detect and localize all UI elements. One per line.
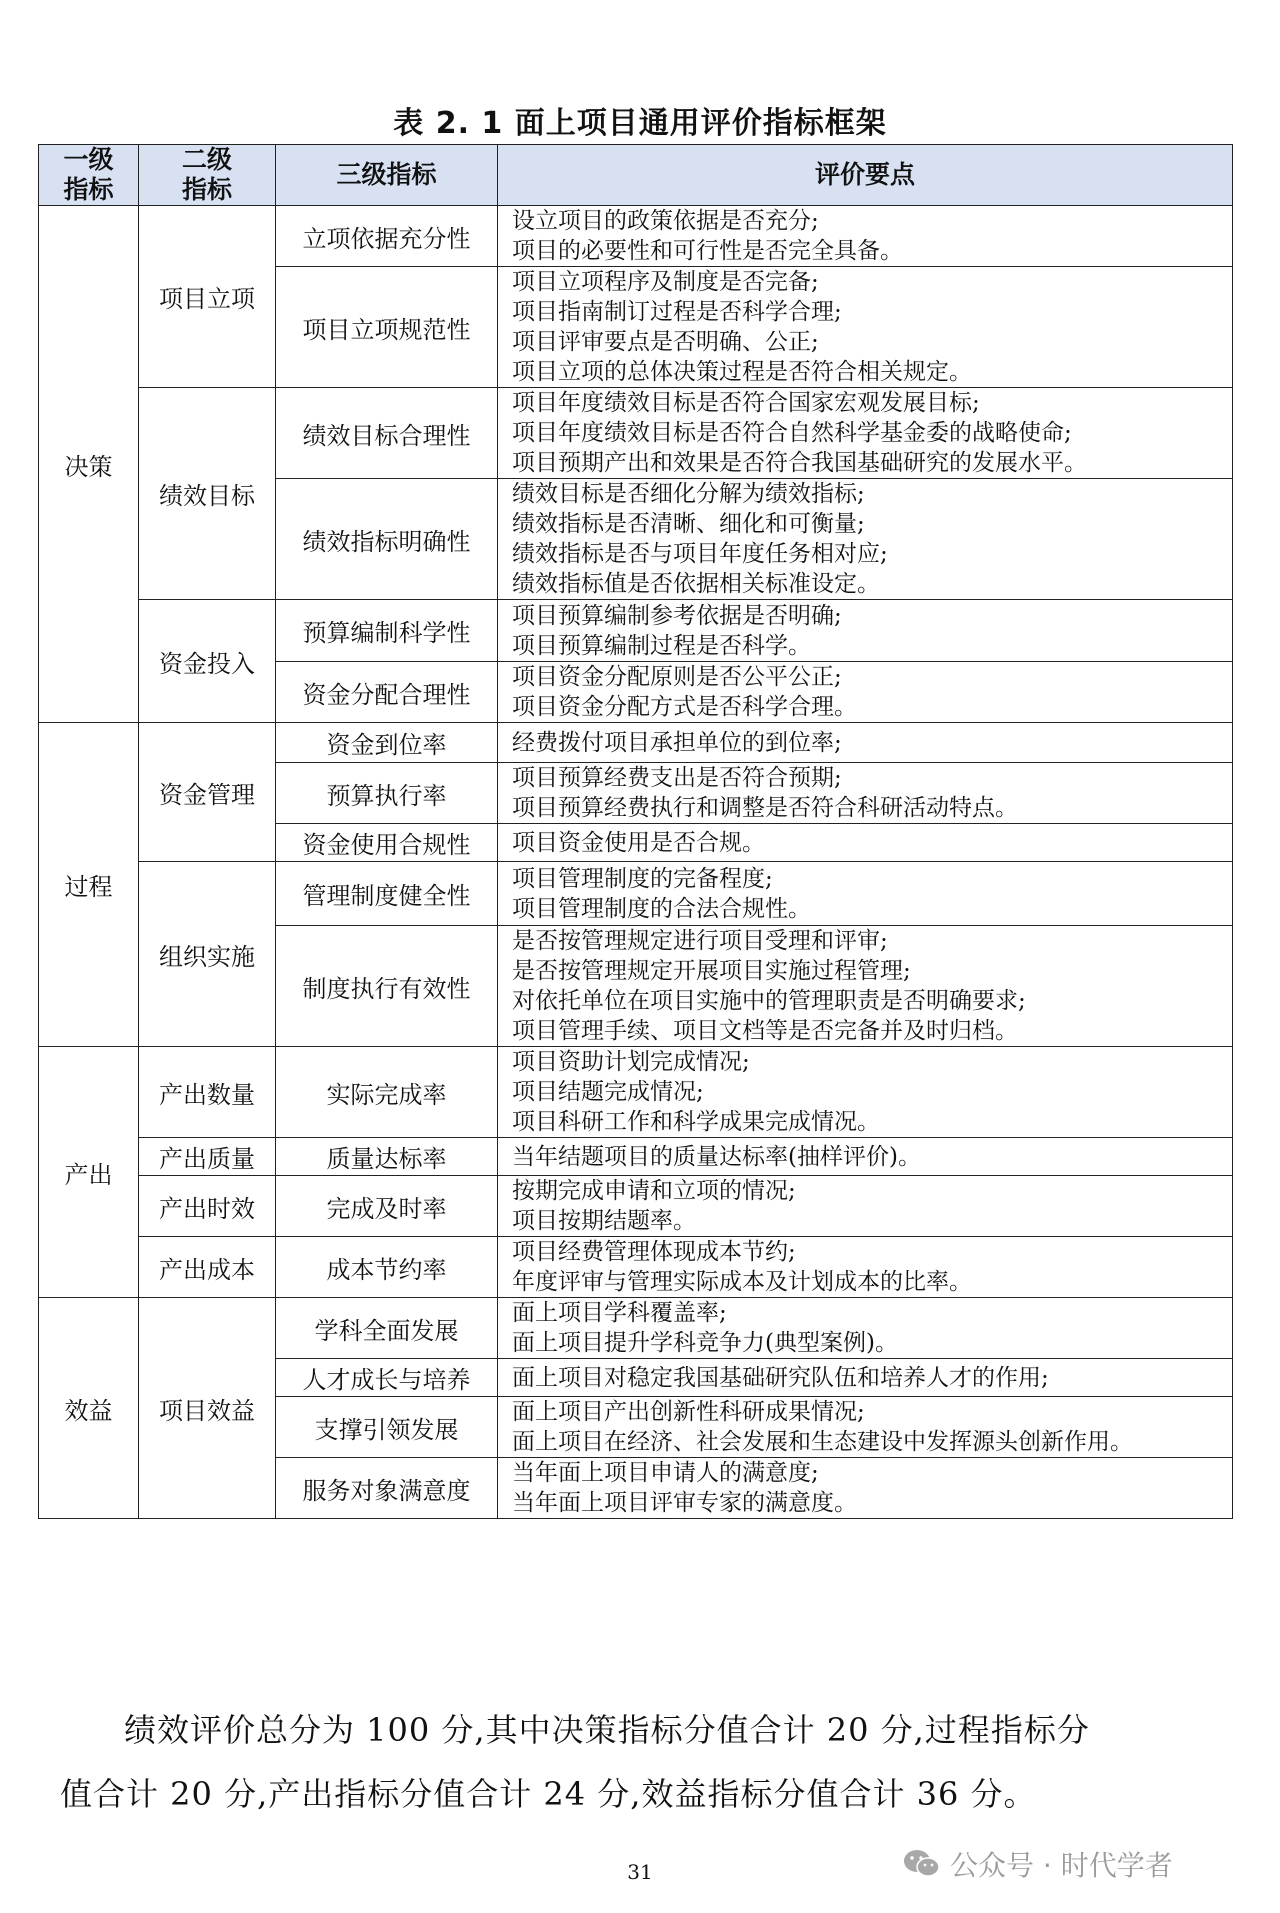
evaluation-points <box>498 479 1233 600</box>
evaluation-point-line: 项目结题完成情况; <box>512 1079 704 1105</box>
evaluation-point-line: 项目管理手续、项目文档等是否完备并及时归档。 <box>512 1018 1018 1044</box>
level3-indicator: 人才成长与培养 <box>276 1359 498 1397</box>
evaluation-point-line: 项目年度绩效目标是否符合国家宏观发展目标; <box>512 390 980 416</box>
watermark-text: 公众号 · 时代学者 <box>950 1849 1173 1882</box>
evaluation-point-line: 项目资助计划完成情况; <box>512 1049 750 1075</box>
evaluation-point-line: 项目立项程序及制度是否完备; <box>512 269 819 295</box>
level3-indicator: 预算执行率 <box>276 763 498 824</box>
level2-indicator: 产出数量 <box>139 1047 276 1138</box>
level3-indicator: 资金分配合理性 <box>276 662 498 723</box>
table-row <box>39 1138 1233 1176</box>
evaluation-point-line: 面上项目对稳定我国基础研究队伍和培养人才的作用; <box>512 1364 1049 1391</box>
evaluation-point-line: 面上项目在经济、社会发展和生态建设中发挥源头创新作用。 <box>512 1429 1133 1455</box>
level2-indicator: 项目效益 <box>139 1298 276 1519</box>
evaluation-point-line: 项目管理制度的完备程度; <box>512 865 773 892</box>
evaluation-point-line: 项目按期结题率。 <box>512 1208 696 1234</box>
evaluation-point-line: 面上项目提升学科竞争力(典型案例)。 <box>512 1330 898 1356</box>
evaluation-point-line: 绩效指标是否清晰、细化和可衡量; <box>512 511 865 537</box>
evaluation-point-line: 项目的必要性和可行性是否完全具备。 <box>512 238 903 264</box>
table-title: 表 2. 1 面上项目通用评价指标框架 <box>393 106 887 141</box>
level2-indicator: 资金管理 <box>139 723 276 862</box>
evaluation-point-line: 项目评审要点是否明确、公正; <box>512 329 819 355</box>
evaluation-points <box>498 926 1233 1047</box>
evaluation-point-line: 项目资金分配原则是否公平公正; <box>512 664 842 690</box>
evaluation-points <box>498 1298 1233 1359</box>
wechat-icon <box>902 1848 942 1880</box>
summary-line-1: 绩效评价总分为 100 分,其中决策指标分值合计 20 分,过程指标分 <box>124 1711 1090 1749</box>
level1-indicator: 决策 <box>39 206 139 723</box>
evaluation-point-line: 是否按管理规定进行项目受理和评审; <box>512 928 888 954</box>
level3-indicator: 学科全面发展 <box>276 1298 498 1359</box>
summary-line-2: 值合计 20 分,产出指标分值合计 24 分,效益指标分值合计 36 分。 <box>60 1775 1037 1813</box>
level3-indicator: 资金使用合规性 <box>276 824 498 862</box>
level3-indicator: 预算编制科学性 <box>276 600 498 662</box>
table-row <box>39 862 1233 926</box>
evaluation-point-line: 是否按管理规定开展项目实施过程管理; <box>512 958 911 984</box>
evaluation-points <box>498 206 1233 267</box>
evaluation-point-line: 项目预算编制参考依据是否明确; <box>512 602 842 629</box>
evaluation-points <box>498 662 1233 723</box>
evaluation-point-line: 项目预期产出和效果是否符合我国基础研究的发展水平。 <box>512 450 1087 476</box>
evaluation-points <box>498 862 1233 926</box>
header-level2: 二级 指标 <box>139 145 276 206</box>
level3-indicator: 项目立项规范性 <box>276 267 498 388</box>
page-number: 31 <box>627 1860 653 1884</box>
level3-indicator: 管理制度健全性 <box>276 862 498 926</box>
evaluation-point-line: 项目预算经费执行和调整是否符合科研活动特点。 <box>512 795 1018 821</box>
evaluation-points <box>498 1458 1233 1519</box>
evaluation-point-line: 项目指南制订过程是否科学合理; <box>512 299 842 325</box>
evaluation-point-line: 项目预算编制过程是否科学。 <box>512 632 811 659</box>
level2-indicator: 组织实施 <box>139 862 276 1047</box>
level3-indicator: 成本节约率 <box>276 1237 498 1298</box>
evaluation-point-line: 项目科研工作和科学成果完成情况。 <box>512 1109 880 1135</box>
level3-indicator: 服务对象满意度 <box>276 1458 498 1519</box>
table-row <box>39 206 1233 267</box>
table-row <box>39 600 1233 662</box>
evaluation-point-line: 项目资金使用是否合规。 <box>512 829 765 856</box>
evaluation-points <box>498 388 1233 479</box>
level2-indicator: 绩效目标 <box>139 388 276 600</box>
evaluation-points <box>498 267 1233 388</box>
level2-indicator: 资金投入 <box>139 600 276 723</box>
evaluation-point-line: 项目资金分配方式是否科学合理。 <box>512 694 857 720</box>
evaluation-points <box>498 1176 1233 1237</box>
level1-indicator: 过程 <box>39 723 139 1047</box>
table-row <box>39 1298 1233 1359</box>
evaluation-points <box>498 600 1233 662</box>
evaluation-point-line: 当年面上项目申请人的满意度; <box>512 1460 819 1486</box>
header-level3: 三级指标 <box>276 145 498 206</box>
level3-indicator: 支撑引领发展 <box>276 1397 498 1458</box>
level3-indicator: 绩效指标明确性 <box>276 479 498 600</box>
evaluation-points <box>498 1138 1233 1176</box>
evaluation-point-line: 项目管理制度的合法合规性。 <box>512 895 811 922</box>
evaluation-point-line: 项目经费管理体现成本节约; <box>512 1239 796 1265</box>
header-level1: 一级 指标 <box>39 145 139 206</box>
level3-indicator: 质量达标率 <box>276 1138 498 1176</box>
level2-indicator: 项目立项 <box>139 206 276 388</box>
level3-indicator: 实际完成率 <box>276 1047 498 1138</box>
level2-indicator: 产出质量 <box>139 1138 276 1176</box>
evaluation-point-line: 绩效目标是否细化分解为绩效指标; <box>512 481 865 507</box>
evaluation-point-line: 设立项目的政策依据是否充分; <box>512 208 819 234</box>
evaluation-point-line: 项目立项的总体决策过程是否符合相关规定。 <box>512 359 972 385</box>
evaluation-point-line: 项目年度绩效目标是否符合自然科学基金委的战略使命; <box>512 420 1072 446</box>
evaluation-points <box>498 723 1233 763</box>
watermark <box>902 1846 1173 1882</box>
level2-indicator: 产出时效 <box>139 1176 276 1237</box>
level3-indicator: 完成及时率 <box>276 1176 498 1237</box>
evaluation-points <box>498 824 1233 862</box>
evaluation-indicator-table <box>38 144 1233 1519</box>
evaluation-point-line: 当年结题项目的质量达标率(抽样评价)。 <box>512 1143 921 1170</box>
evaluation-point-line: 经费拨付项目承担单位的到位率; <box>512 729 842 756</box>
evaluation-point-line: 当年面上项目评审专家的满意度。 <box>512 1490 857 1516</box>
level2-indicator: 产出成本 <box>139 1237 276 1298</box>
table-row <box>39 1237 1233 1298</box>
evaluation-point-line: 绩效指标值是否依据相关标准设定。 <box>512 571 880 597</box>
level1-indicator: 产出 <box>39 1047 139 1298</box>
evaluation-point-line: 绩效指标是否与项目年度任务相对应; <box>512 541 888 567</box>
evaluation-point-line: 面上项目学科覆盖率; <box>512 1300 727 1326</box>
evaluation-point-line: 对依托单位在项目实施中的管理职责是否明确要求; <box>512 988 1026 1014</box>
table-row <box>39 1176 1233 1237</box>
level3-indicator: 绩效目标合理性 <box>276 388 498 479</box>
evaluation-point-line: 面上项目产出创新性科研成果情况; <box>512 1399 865 1425</box>
evaluation-points <box>498 1237 1233 1298</box>
level3-indicator: 资金到位率 <box>276 723 498 763</box>
evaluation-point-line: 项目预算经费支出是否符合预期; <box>512 765 842 791</box>
evaluation-point-line: 年度评审与管理实际成本及计划成本的比率。 <box>512 1269 972 1295</box>
level3-indicator: 立项依据充分性 <box>276 206 498 267</box>
level3-indicator: 制度执行有效性 <box>276 926 498 1047</box>
header-evaluation-points: 评价要点 <box>498 145 1233 206</box>
evaluation-points <box>498 1359 1233 1397</box>
evaluation-points <box>498 1397 1233 1458</box>
table-row <box>39 723 1233 763</box>
table-row <box>39 388 1233 479</box>
level1-indicator: 效益 <box>39 1298 139 1519</box>
evaluation-point-line: 按期完成申请和立项的情况; <box>512 1178 796 1204</box>
evaluation-points <box>498 1047 1233 1138</box>
table-header-row <box>39 145 1233 206</box>
table-row <box>39 1047 1233 1138</box>
evaluation-points <box>498 763 1233 824</box>
